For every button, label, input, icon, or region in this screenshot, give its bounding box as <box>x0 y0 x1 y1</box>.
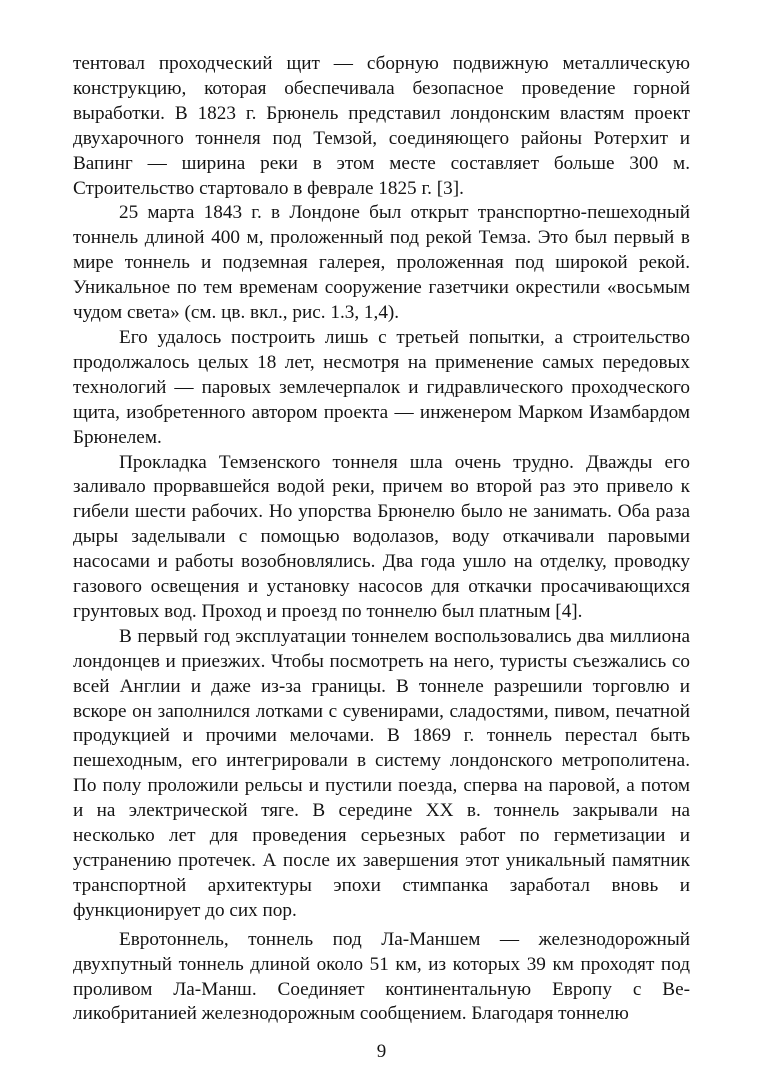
paragraph-tunnel-operation: В первый год эксплуатации тоннелем воспользовались два миллиона лондонцев и приезжих. Чтобы посмотреть на него, туристы съезжались со всей Англии и даже из-за границы. В тоннеле разрешили торговлю и вскоре он заполнился лотками с сувенирами, сладостями, пивом, печатной продукцией и прочими мелочами. В 1869 г. тоннель перестал быть пешеходным, его интегрировали в систему лондонского метрополитена. По полу проложили рельсы и пустили поезда, сперва на паровой, а потом и на электрической тяге. В середине XX в. тоннель закрывали на несколько лет для проведения серьезных работ по герметизации и устранению протечек. А после их завершения этот уникальный памятник транспортной архитектуры эпохи стимпанка заработал вновь и функционирует до сих пор. <box>73 625 690 921</box>
paragraph-construction-difficulties: Прокладка Темзенского тоннеля шла очень трудно. Дважды его заливало прорвавшейся водой реки, причем во второй раз это привело к гибели шести рабочих. Но упорства Брюнелю было не занимать. Оба раза дыры заделывали с помощью водолазов, воду откачивали паровыми насосами и работы возобновлялись. Два года ушло на отделку, проводку газового освещения и установку насосов для откачки просачивающихся грунтовых вод. Проход и проезд по тоннелю был платным [4]. <box>73 451 690 622</box>
paragraph-tunnel-opening: 25 марта 1843 г. в Лондоне был открыт транспортно-пешеходный тоннель длиной 400 м, проложенный под рекой Темза. Это был первый в мире тоннель и подземная галерея, проложенная под широкой рекой. Уникальное по тем временам сооружение газетчики окрестили «восьмым чудом света» (см. цв. вкл., рис. 1.3, 1,4). <box>73 202 690 324</box>
paragraph-eurotunnel: Евротоннель, тоннель под Ла-Маншем — железнодорожный двухпутный тоннель длиной около 51 км, из которых 39 км проходят под проливом Ла-Манш. Соединяет континентальную Европу с Великобританией железнодорожным сообщением. Благодаря тоннелю <box>73 928 690 1025</box>
paragraph-construction-attempts: Его удалось построить лишь с третьей попытки, а строительство продолжалось целых 18 лет, несмотря на применение самых передовых технологий — паровых землечерпалок и гидравлического проходческого щита, изобретенного автором проекта — инженером Марком Изамбардом Брюнелем. <box>73 326 690 448</box>
paragraph-shield-intro: тентовал проходческий щит — сборную подвижную металлическую конструкцию, которая обеспечивала безопасное проведение горной выработки. В 1823 г. Брюнель представил лондонским властям проект двухарочного тоннеля под Темзой, соединяющего районы Ротерхит и Вапинг — ширина реки в этом месте составляет больше 300 м. Строительство стартовало в феврале 1825 г. [3]. <box>73 53 690 199</box>
document-page <box>73 52 690 1027</box>
page-number: 9 <box>376 1041 387 1062</box>
